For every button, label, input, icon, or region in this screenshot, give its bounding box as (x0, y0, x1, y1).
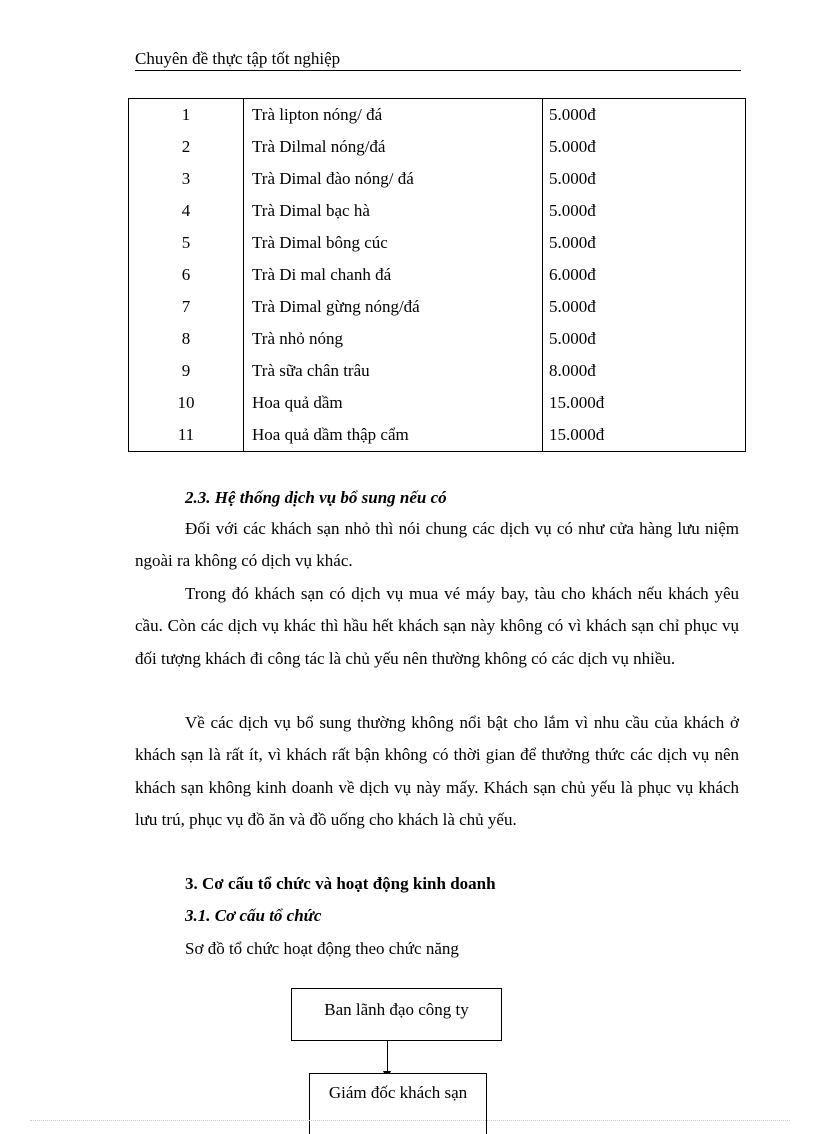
item-price: 5.000đ (543, 323, 746, 355)
table-row (129, 99, 746, 132)
item-number: 6 (129, 259, 244, 291)
table-row (129, 323, 746, 355)
table-row (129, 131, 746, 163)
table-row (129, 195, 746, 227)
item-price: 8.000đ (543, 355, 746, 387)
item-price: 5.000đ (543, 227, 746, 259)
menu-price-table (128, 98, 746, 452)
item-price: 5.000đ (543, 195, 746, 227)
paragraph-2: Trong đó khách sạn có dịch vụ mua vé máy bay, tàu cho khách nếu khách yêu cầu. Còn các dịch vụ khác thì hầu hết khách sạn này không có vì khách sạn chỉ phục vụ đối tượng khách đi công tác là chủ yếu nên thường không có các dịch vụ nhiều. (135, 584, 739, 668)
document-title: Chuyên đề thực tập tốt nghiệp (135, 49, 341, 68)
item-number: 8 (129, 323, 244, 355)
table-row (129, 387, 746, 419)
item-name: Trà nhỏ nóng (244, 323, 543, 355)
item-number: 7 (129, 291, 244, 323)
item-name: Hoa quả dầm (244, 387, 543, 419)
org-box-company-leadership (291, 988, 502, 1041)
item-number: 2 (129, 131, 244, 163)
item-name: Trà Dimal đào nóng/ đá (244, 163, 543, 195)
page-header (135, 48, 741, 71)
item-price: 5.000đ (543, 291, 746, 323)
section-2-3-heading: 2.3. Hệ thống dịch vụ bổ sung nếu có (185, 488, 447, 507)
item-name: Trà Di mal chanh đá (244, 259, 543, 291)
item-name: Trà Dimal bạc hà (244, 195, 543, 227)
item-name: Trà Dimal gừng nóng/đá (244, 291, 543, 323)
paragraph-3: Về các dịch vụ bổ sung thường không nổi bật cho lắm vì nhu cầu của khách ở khách sạn là rất ít, vì khách rất bận không có thời gian để thưởng thức các dịch vụ nên khách sạn không kinh doanh về dịch vụ này mấy. Khách sạn chủ yếu là phục vụ khách lưu trú, phục vụ đồ ăn và đồ uống cho khách là chủ yếu. (135, 713, 739, 829)
item-number: 5 (129, 227, 244, 259)
table-row (129, 163, 746, 195)
table-row (129, 419, 746, 452)
item-number: 4 (129, 195, 244, 227)
section-3-1-heading: 3.1. Cơ cấu tổ chức (185, 906, 322, 925)
item-name: Trà lipton nóng/ đá (244, 99, 543, 132)
item-name: Hoa quả dầm thập cẩm (244, 419, 543, 452)
page-bottom-divider (30, 1120, 790, 1121)
paragraph-1: Đối với các khách sạn nhỏ thì nói chung các dịch vụ có như cửa hàng lưu niệm ngoài ra không có dịch vụ khác. (135, 519, 739, 571)
item-price: 5.000đ (543, 99, 746, 132)
item-number: 9 (129, 355, 244, 387)
org-box-hotel-director (309, 1073, 487, 1134)
item-number: 11 (129, 419, 244, 452)
item-number: 10 (129, 387, 244, 419)
org-box-company-leadership-label: Ban lãnh đạo công ty (324, 1000, 469, 1019)
org-connector-line (387, 1041, 388, 1073)
item-price: 15.000đ (543, 387, 746, 419)
item-name: Trà sữa chân trâu (244, 355, 543, 387)
table-row (129, 259, 746, 291)
section-3-heading: 3. Cơ cấu tổ chức và hoạt động kinh doanh (185, 874, 496, 893)
item-number: 3 (129, 163, 244, 195)
item-price: 6.000đ (543, 259, 746, 291)
item-number: 1 (129, 99, 244, 132)
item-name: Trà Dilmal nóng/đá (244, 131, 543, 163)
table-row (129, 291, 746, 323)
table-row (129, 227, 746, 259)
item-price: 5.000đ (543, 163, 746, 195)
table-row (129, 355, 746, 387)
item-price: 5.000đ (543, 131, 746, 163)
org-chart-intro: Sơ đồ tổ chức hoạt động theo chức năng (185, 939, 459, 958)
item-name: Trà Dimal bông cúc (244, 227, 543, 259)
item-price: 15.000đ (543, 419, 746, 452)
org-box-hotel-director-label: Giám đốc khách sạn (328, 1083, 468, 1102)
